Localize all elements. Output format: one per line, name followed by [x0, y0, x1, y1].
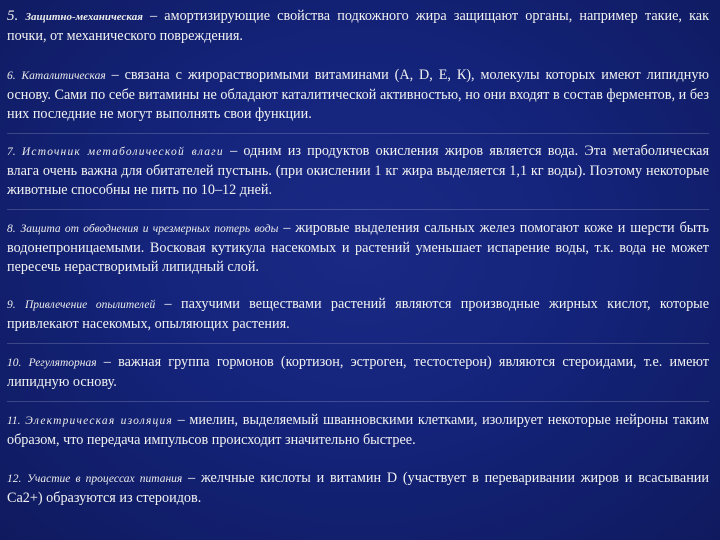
item-text: – пахучими веществами растений являются производные жирных кислот, которые привлекают насекомых, опыляющих растения. — [7, 296, 710, 332]
divider — [7, 133, 709, 134]
list-item-5 — [7, 7, 709, 46]
item-term: Привлечение опылителей — [24, 299, 156, 311]
item-text: – миелин, выделяемый шванновскими клетками, изолирует некоторые нейроны таким образом, что передача импульсов происходит значительно быстрее. — [7, 412, 710, 448]
item-term: Защитно-механическая — [25, 11, 143, 23]
item-term: Каталитическая — [21, 70, 106, 82]
divider — [7, 343, 709, 344]
item-text: – желчные кислоты и витамин D (участвует в переваривании жиров и всасывании Са2+) образуются из стероидов. — [7, 470, 709, 506]
item-text: – одним из продуктов окисления жиров является вода. Эта метаболическая влага очень важна для обитателей пустынь. (при окислении 1 кг жира выделяется 1,1 кг воды). Поэтому некоторые животные способны не пить по 10–12 дней. — [7, 143, 709, 198]
item-number: 12. — [7, 473, 22, 485]
item-number: 5. — [7, 8, 19, 24]
list-item-11 — [7, 411, 709, 450]
item-number: 10. — [7, 357, 22, 369]
list-item-10 — [7, 353, 709, 392]
item-text: – важная группа гормонов (кортизон, эстроген, тестостерон) являются стероидами, т.е. имеют липидную основу. — [7, 354, 709, 390]
item-term: Участие в процессах питания — [27, 473, 183, 485]
list-item-9 — [7, 295, 709, 334]
divider — [7, 401, 709, 402]
item-term: Регуляторная — [28, 357, 97, 369]
item-number: 11. — [7, 415, 21, 427]
list-item-7 — [7, 142, 709, 200]
item-text: – связана с жирорастворимыми витаминами (А, D, Е, К), молекулы которых имеют липидную основу. Сами по себе витамины не обладают каталитической активностью, но они входят в состав ферментов, и без них последние не могут выполнять свои функции. — [7, 67, 710, 122]
list-item-6 — [7, 66, 709, 124]
list-item-12 — [7, 469, 709, 508]
item-term: Электрическая изоляция — [25, 415, 173, 427]
list-item-8 — [7, 219, 709, 277]
item-term: Защита от обводнения и чрезмерных потерь воды — [20, 223, 279, 235]
item-number: 6. — [7, 70, 16, 82]
divider — [7, 209, 709, 210]
item-number: 7. — [7, 146, 16, 158]
item-text: – амортизирующие свойства подкожного жира защищают органы, например такие, как почки, от механического повреждения. — [7, 8, 709, 44]
item-number: 8. — [7, 223, 16, 235]
item-term: Источник метаболической влаги — [21, 146, 224, 158]
item-number: 9. — [7, 299, 16, 311]
item-text: – жировые выделения сальных желез помогают коже и шерсти быть водонепроницаемыми. Восковая кутикула насекомых и растений уменьшает испарение воды, т.к. вода не может пересечь нерастворимый липидный слой. — [7, 220, 709, 275]
